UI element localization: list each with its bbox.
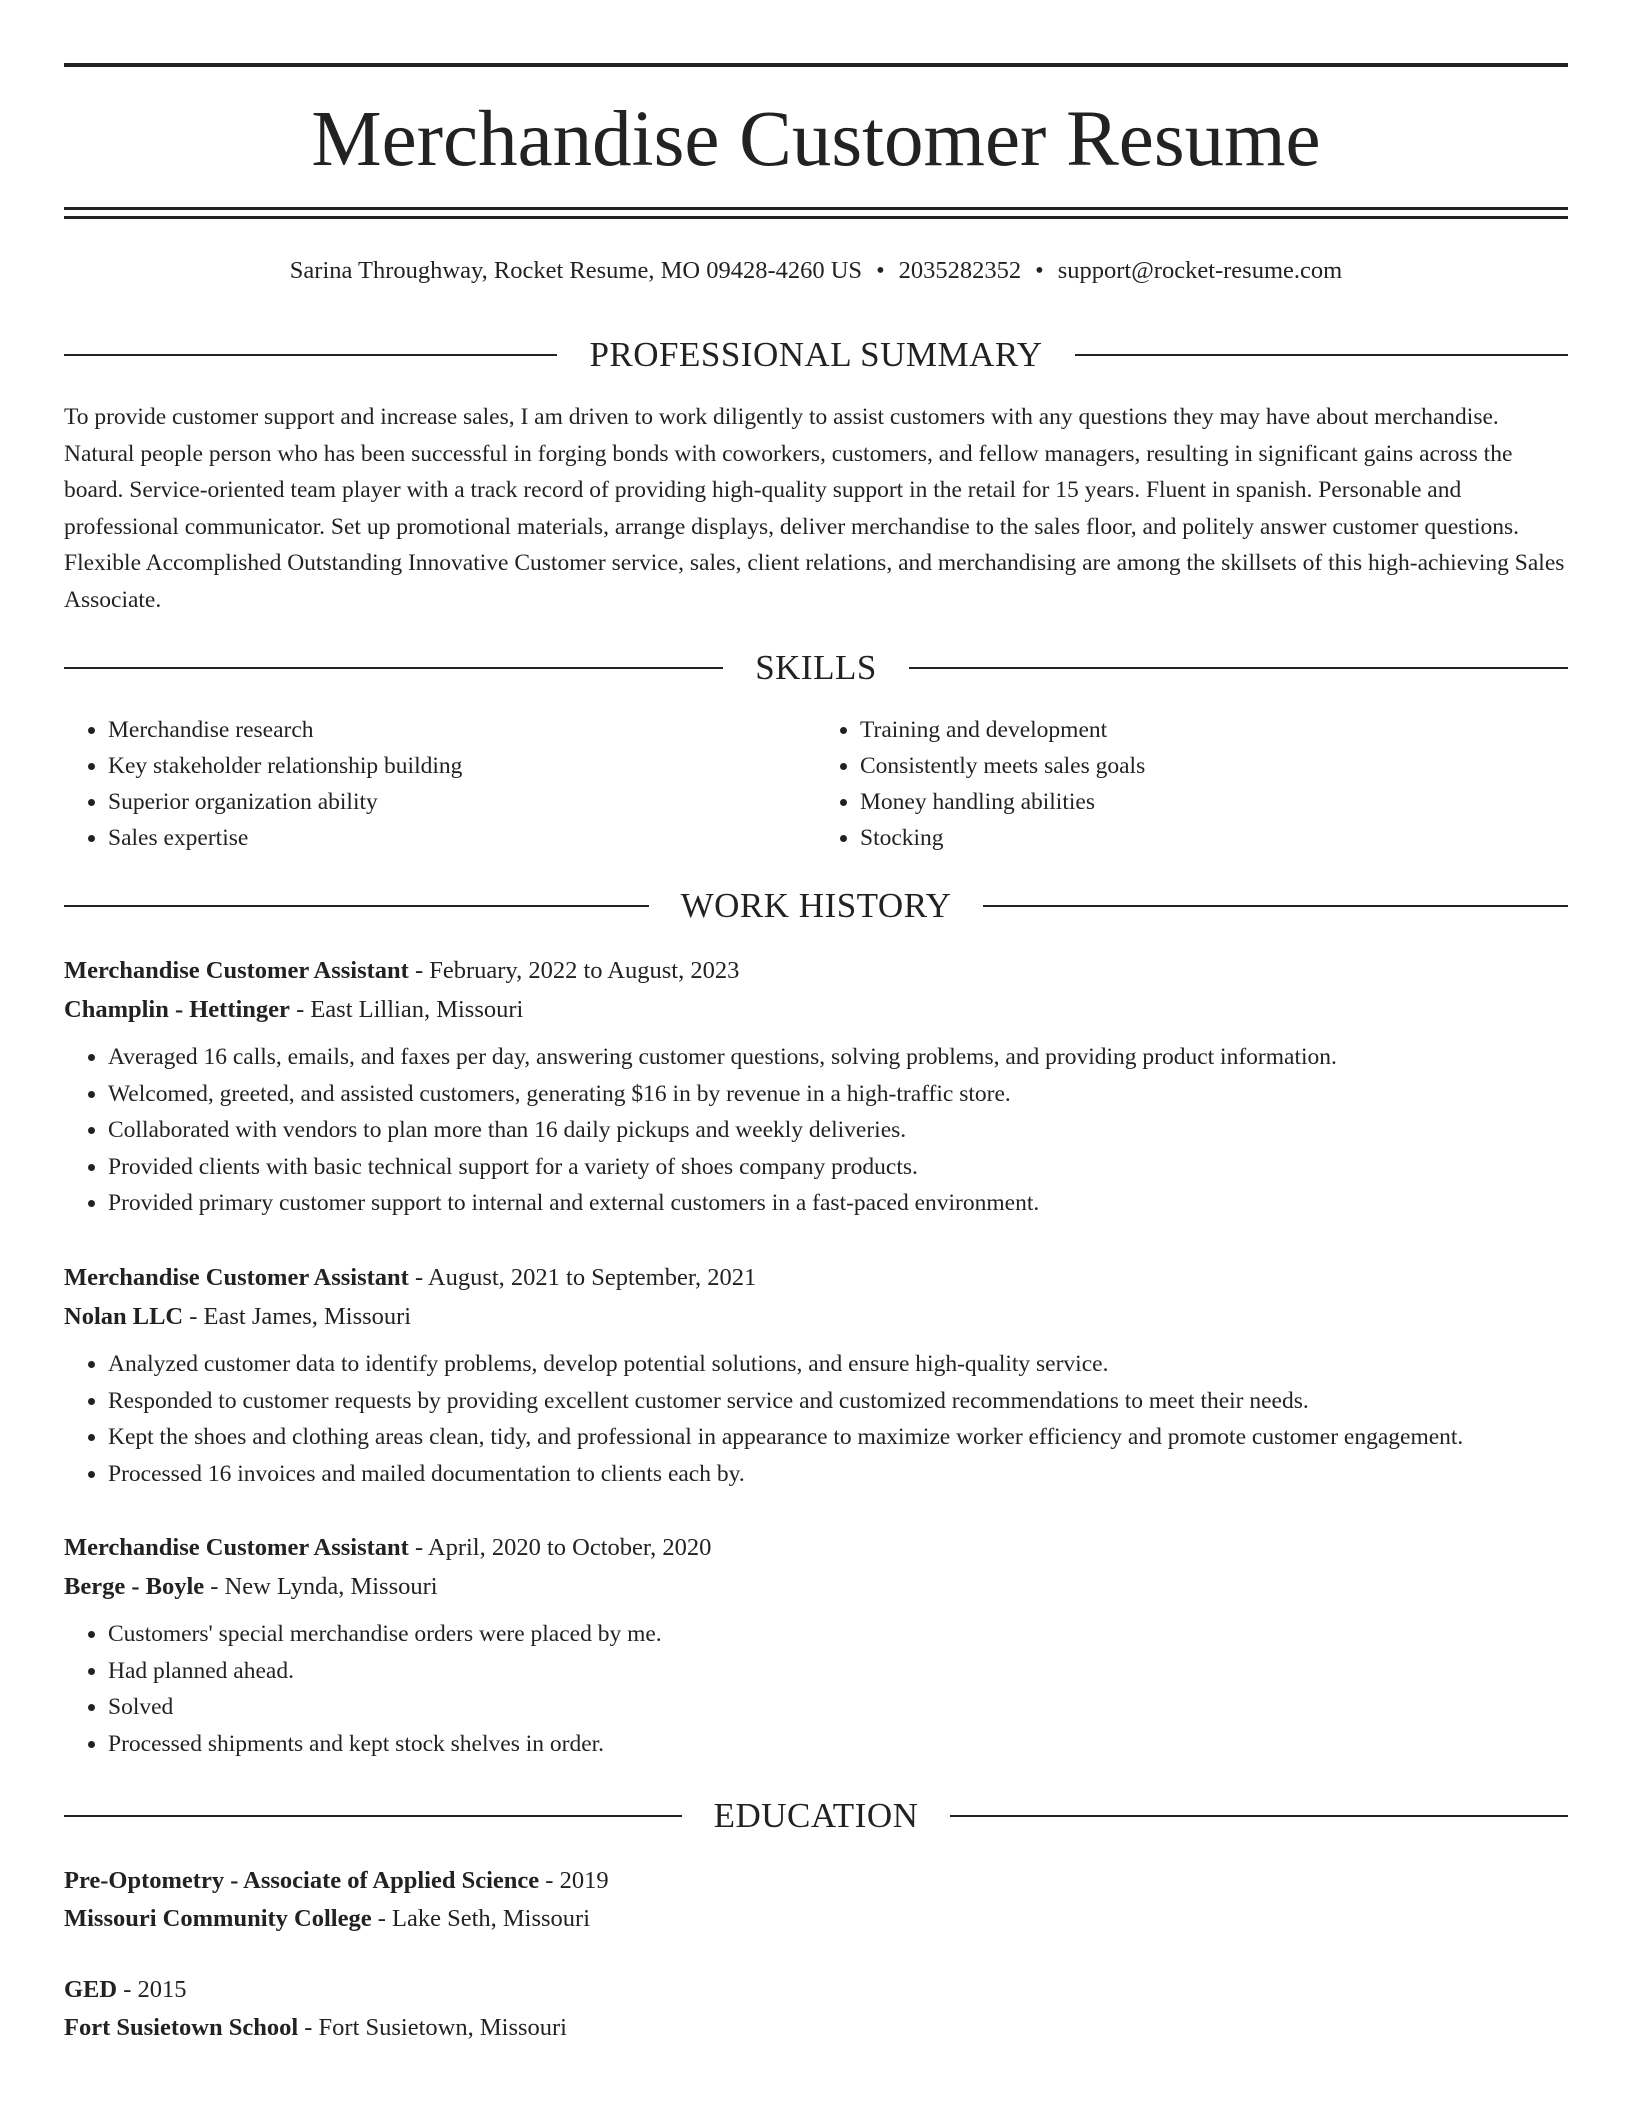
job-bullet: • Provided clients with basic technical support for a variety of shoes company products. <box>108 1149 1568 1186</box>
education-school-line <box>64 2009 1568 2047</box>
job-bullet: • Provided primary customer support to internal and external customers in a fast-paced environment. <box>108 1185 1568 1222</box>
job-dates: - August, 2021 to September, 2021 <box>408 1264 757 1291</box>
heading-rule-left <box>64 354 557 356</box>
section-title-work: WORK HISTORY <box>680 886 952 925</box>
job-bullets <box>64 1039 1568 1222</box>
job-title: Merchandise Customer Assistant <box>64 957 409 984</box>
skill-item: • Key stakeholder relationship building <box>108 748 816 784</box>
education-degree-line <box>64 1971 1568 2009</box>
job-company-line <box>64 1297 1568 1336</box>
contact-line <box>64 254 1568 288</box>
education-entry <box>64 1971 1568 2047</box>
job-bullet: • Collaborated with vendors to plan more than 16 daily pickups and weekly deliveries. <box>108 1112 1568 1149</box>
resume-title: Merchandise Customer Resume <box>311 96 1321 183</box>
skill-item: • Money handling abilities <box>860 784 1568 820</box>
job-title-line <box>64 1528 1568 1567</box>
section-heading-work <box>64 884 1568 928</box>
job-bullets <box>64 1346 1568 1492</box>
section-heading-education <box>64 1794 1568 1838</box>
education-degree: Pre-Optometry - Associate of Applied Science <box>64 1867 540 1894</box>
job-bullet: • Customers' special merchandise orders were placed by me. <box>108 1616 1568 1653</box>
education-degree: GED <box>64 1976 118 2003</box>
job-dates: - April, 2020 to October, 2020 <box>408 1534 712 1561</box>
job-dates: - February, 2022 to August, 2023 <box>408 957 740 984</box>
job-company: Nolan LLC <box>64 1303 184 1330</box>
contact-phone: 2035282352 <box>898 257 1022 284</box>
section-title-education: EDUCATION <box>713 1796 919 1835</box>
section-title-skills: SKILLS <box>755 648 877 687</box>
section-title-summary: PROFESSIONAL SUMMARY <box>589 335 1043 374</box>
heading-rule-right <box>1075 354 1568 356</box>
skill-item: • Consistently meets sales goals <box>860 748 1568 784</box>
job-bullet: • Kept the shoes and clothing areas clean, tidy, and professional in appearance to maximize worker efficiency and promote customer engagement. <box>108 1419 1568 1456</box>
heading-rule-right <box>950 1815 1568 1817</box>
title-double-rule-lower <box>64 216 1568 219</box>
job-title: Merchandise Customer Assistant <box>64 1534 409 1561</box>
skill-item: • Sales expertise <box>108 820 816 856</box>
job-location: - East Lillian, Missouri <box>289 996 524 1023</box>
job-bullet: • Welcomed, greeted, and assisted customers, generating $16 in by revenue in a high-traffic store. <box>108 1076 1568 1113</box>
contact-email: support@rocket-resume.com <box>1057 257 1343 284</box>
heading-rule-left <box>64 1815 682 1817</box>
job-bullet: • Responded to customer requests by providing excellent customer service and customized recommendations to meet their needs. <box>108 1383 1568 1420</box>
contact-address: Sarina Throughway, Rocket Resume, MO 09428-4260 US <box>289 257 863 284</box>
education-school-line <box>64 1900 1568 1938</box>
section-heading-summary <box>64 333 1568 377</box>
heading-rule-left <box>64 667 723 669</box>
skills-list <box>64 712 1568 856</box>
job-bullet: • Had planned ahead. <box>108 1653 1568 1690</box>
job-entry <box>64 1528 1568 1762</box>
job-company: Berge - Boyle <box>64 1573 205 1600</box>
title-double-rule-upper <box>64 207 1568 210</box>
section-heading-skills <box>64 646 1568 690</box>
education-year: - 2019 <box>539 1867 609 1894</box>
top-rule <box>64 63 1568 67</box>
job-company-line <box>64 990 1568 1029</box>
contact-separator: • <box>876 257 885 284</box>
skills-column-right <box>816 712 1568 856</box>
contact-separator: • <box>1035 257 1044 284</box>
job-company-line <box>64 1567 1568 1606</box>
skill-item: • Training and development <box>860 712 1568 748</box>
job-title-line <box>64 1258 1568 1297</box>
job-title-line <box>64 951 1568 990</box>
heading-rule-right <box>983 905 1568 907</box>
job-bullets <box>64 1616 1568 1762</box>
heading-rule-right <box>909 667 1568 669</box>
job-entry <box>64 1258 1568 1492</box>
job-bullet: • Processed 16 invoices and mailed documentation to clients each by. <box>108 1456 1568 1493</box>
skill-item: • Superior organization ability <box>108 784 816 820</box>
job-company: Champlin - Hettinger <box>64 996 290 1023</box>
skill-item: • Merchandise research <box>108 712 816 748</box>
job-bullet: • Processed shipments and kept stock shelves in order. <box>108 1726 1568 1763</box>
education-year: - 2015 <box>117 1976 187 2003</box>
education-school: Fort Susietown School <box>64 2014 299 2041</box>
education-location: - Lake Seth, Missouri <box>371 1905 591 1932</box>
job-bullet: • Averaged 16 calls, emails, and faxes per day, answering customer questions, solving problems, and providing product information. <box>108 1039 1568 1076</box>
job-location: - New Lynda, Missouri <box>204 1573 438 1600</box>
job-entry <box>64 951 1568 1222</box>
education-entry <box>64 1862 1568 1938</box>
job-bullet: • Analyzed customer data to identify problems, develop potential solutions, and ensure high-quality service. <box>108 1346 1568 1383</box>
skill-item: • Stocking <box>860 820 1568 856</box>
summary-text: To provide customer support and increase sales, I am driven to work diligently to assist customers with any questions they may have about merchandise. Natural people person who has been successful in forging bonds with coworkers, customers, and fellow managers, resulting in significant gains across the board. Service-oriented team player with a track record of providing high-quality support in the retail for 15 years. Fluent in spanish. Personable and professional communicator. Set up promotional materials, arrange displays, deliver merchandise to the sales floor, and politely answer customer questions. Flexible Accomplished Outstanding Innovative Customer service, sales, client relations, and merchandising are among the skillsets of this high-achieving Sales Associate. <box>64 404 1565 613</box>
skills-column-left <box>64 712 816 856</box>
education-location: - Fort Susietown, Missouri <box>298 2014 567 2041</box>
education-degree-line <box>64 1862 1568 1900</box>
education-school: Missouri Community College <box>64 1905 372 1932</box>
job-bullet: • Solved <box>108 1689 1568 1726</box>
job-location: - East James, Missouri <box>183 1303 412 1330</box>
job-title: Merchandise Customer Assistant <box>64 1264 409 1291</box>
heading-rule-left <box>64 905 649 907</box>
